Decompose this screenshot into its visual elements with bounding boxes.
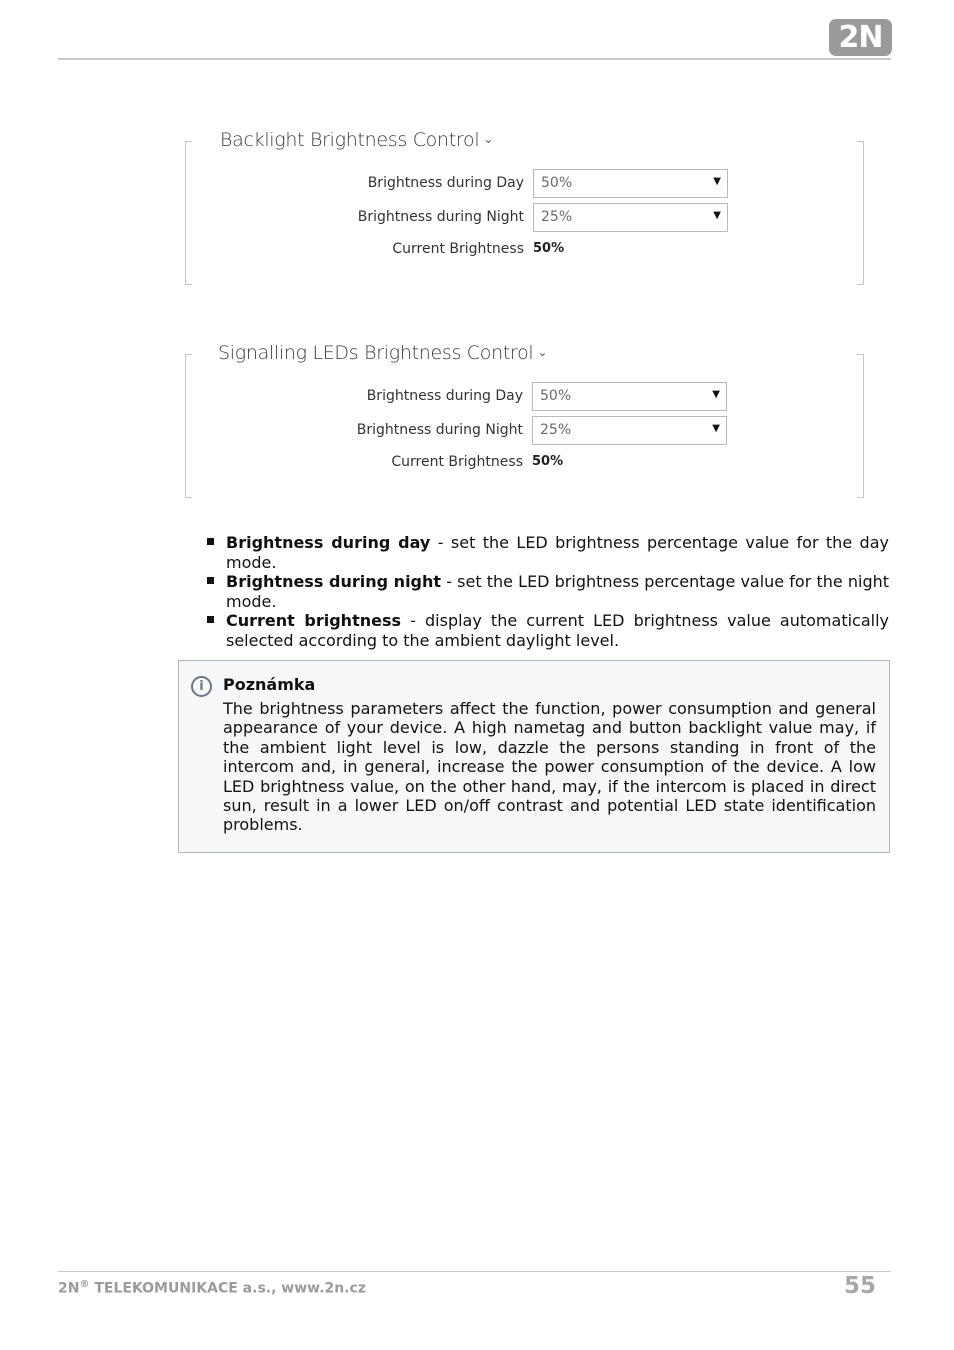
- night-brightness-row: [185, 416, 864, 446]
- dropdown-arrow-icon: ▼: [713, 210, 721, 221]
- footer-brand: 2N: [58, 1280, 80, 1297]
- day-brightness-row: [185, 169, 864, 199]
- list-item: [206, 572, 889, 611]
- dropdown-arrow-icon: ▼: [712, 389, 720, 400]
- backlight-brightness-panel: [185, 129, 864, 285]
- select-value: 50%: [540, 388, 572, 404]
- day-brightness-label: Brightness during Day: [367, 175, 524, 191]
- list-text: - set the LED brightness percentage value for the day mode.: [226, 533, 889, 572]
- current-brightness-value: 50%: [532, 454, 564, 469]
- dropdown-arrow-icon: ▼: [713, 176, 721, 187]
- night-brightness-label: Brightness during Night: [356, 422, 523, 438]
- info-icon: i: [191, 676, 212, 697]
- chevron-down-icon[interactable]: ⌄: [537, 345, 548, 359]
- list-term: Brightness during day: [226, 533, 431, 552]
- bullet-square-icon: [207, 577, 214, 584]
- list-term: Brightness during night: [226, 572, 442, 591]
- page-number: 55: [843, 1273, 876, 1299]
- day-brightness-select[interactable]: [533, 169, 728, 198]
- current-brightness-label: Current Brightness: [392, 241, 524, 257]
- list-item: [206, 533, 889, 572]
- night-brightness-row: [185, 203, 864, 233]
- day-brightness-row: [185, 382, 864, 412]
- list-text: - set the LED brightness percentage value for the night mode.: [226, 572, 890, 611]
- chevron-down-icon[interactable]: ⌄: [483, 132, 494, 146]
- backlight-panel-title[interactable]: [218, 129, 495, 151]
- current-brightness-row: [185, 448, 864, 478]
- list-text: - display the current LED brightness value automatically selected according to the ambient daylight level.: [226, 611, 890, 650]
- footer-company-text: TELEKOMUNIKACE a.s., www.2n.cz: [89, 1280, 366, 1297]
- panel-title-label: Signalling LEDs Brightness Control: [218, 342, 534, 364]
- night-brightness-select[interactable]: [533, 203, 728, 232]
- header-rule: [58, 58, 891, 60]
- note-box: [178, 660, 890, 853]
- list-term: Current brightness: [226, 611, 402, 630]
- footer-company: [58, 1279, 366, 1297]
- signalling-panel-title[interactable]: [216, 342, 549, 364]
- 2n-logo: 2N: [829, 19, 892, 56]
- note-title: Poznámka: [223, 675, 316, 694]
- night-brightness-select[interactable]: [532, 416, 727, 445]
- note-body: The brightness parameters affect the function, power consumption and general appearance of your device. A high nametag and button backlight value may, if the ambient light level is low, dazzle the persons standing in front of the intercom and, in general, increase the power consumption of the device. A low LED brightness value, on the other hand, may, if the intercom is placed in direct sun, result in a lower LED on/off contrast and potential LED state identification problems.: [223, 699, 876, 835]
- registered-mark: ®: [79, 1279, 90, 1290]
- footer-rule: [58, 1271, 891, 1272]
- current-brightness-label: Current Brightness: [391, 454, 523, 470]
- current-brightness-value: 50%: [533, 241, 565, 256]
- signalling-leds-brightness-panel: [185, 342, 864, 498]
- select-value: 50%: [541, 175, 573, 191]
- day-brightness-label: Brightness during Day: [366, 388, 523, 404]
- night-brightness-label: Brightness during Night: [357, 209, 524, 225]
- select-value: 25%: [541, 209, 573, 225]
- bullet-square-icon: [207, 538, 214, 545]
- day-brightness-select[interactable]: [532, 382, 727, 411]
- list-item: [206, 611, 889, 650]
- current-brightness-row: [185, 235, 864, 265]
- select-value: 25%: [540, 422, 572, 438]
- bullet-square-icon: [207, 616, 214, 623]
- parameter-list: [206, 533, 889, 650]
- dropdown-arrow-icon: ▼: [712, 423, 720, 434]
- panel-title-label: Backlight Brightness Control: [220, 129, 480, 151]
